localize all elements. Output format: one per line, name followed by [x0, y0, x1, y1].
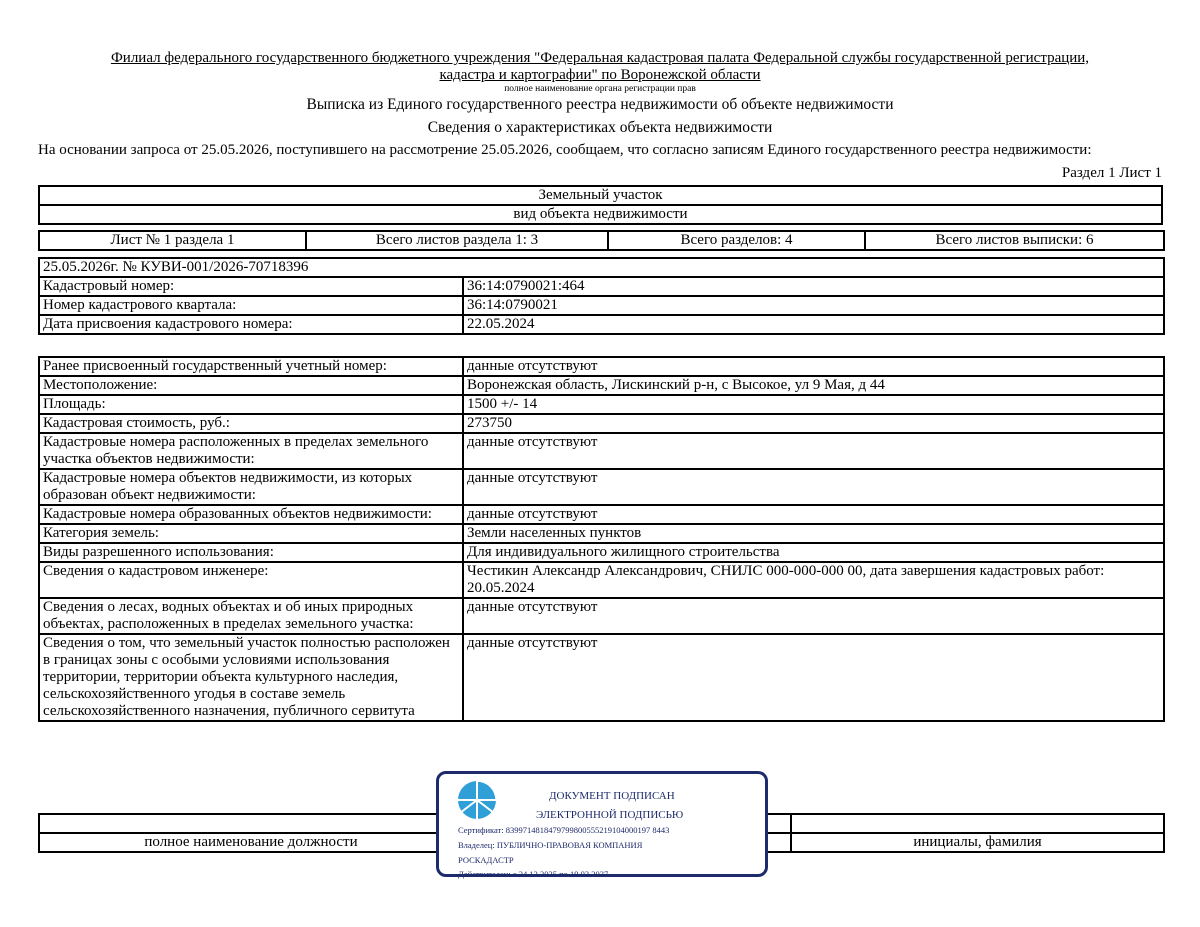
detail-value: 273750 — [463, 414, 1164, 433]
detail-label: Сведения о лесах, водных объектах и об иных природных объектах, расположенных в пределах земельного участка: — [39, 598, 463, 634]
reg-label: Кадастровый номер: — [39, 277, 463, 296]
object-type: Земельный участок — [39, 186, 1162, 205]
detail-label: Кадастровая стоимость, руб.: — [39, 414, 463, 433]
signature-position-cell — [39, 814, 463, 833]
stamp-owner-name: РОСКАДАСТР — [458, 855, 514, 865]
total-sections: Всего разделов: 4 — [608, 231, 865, 250]
doc-title: Выписка из Единого государственного реестра недвижимости об объекте недвижимости — [306, 96, 894, 113]
object-type-table — [38, 185, 1163, 225]
electronic-signature-stamp — [436, 771, 768, 877]
detail-label: Кадастровые номера расположенных в пределах земельного участка объектов недвижимости: — [39, 433, 463, 469]
detail-value: данные отсутствуют — [463, 505, 1164, 524]
position-caption: полное наименование должности — [39, 833, 463, 852]
stamp-line1: ДОКУМЕНТ ПОДПИСАН — [549, 790, 675, 802]
detail-value: Для индивидуального жилищного строительства — [463, 543, 1164, 562]
detail-label: Ранее присвоенный государственный учетный номер: — [39, 357, 463, 376]
detail-label: Кадастровые номера образованных объектов недвижимости: — [39, 505, 463, 524]
extract-number: 25.05.2026г. № КУВИ-001/2026-70718396 — [39, 258, 1164, 277]
detail-label: Сведения о том, что земельный участок полностью расположен в границах зоны с особыми условиями использования территории, территории объекта культурного наследия, сельскохозяйственного угодья в составе земель сельскохозяйственного назначения, публичного сервитута — [39, 634, 463, 721]
object-type-caption: вид объекта недвижимости — [39, 205, 1162, 224]
cadastral-quarter: 36:14:0790021 — [463, 296, 1164, 315]
cadastral-number: 36:14:0790021:464 — [463, 277, 1164, 296]
stamp-owner: Владелец: ПУБЛИЧНО-ПРАВОВАЯ КОМПАНИЯ — [458, 840, 643, 850]
name-caption: инициалы, фамилия — [791, 833, 1164, 852]
intro-paragraph: На основании запроса от 25.05.2026, поступившего на рассмотрение 25.05.2026, сообщаем, что согласно записям Единого государственного реестра недвижимости: — [38, 142, 1092, 158]
detail-value: данные отсутствуют — [463, 634, 1164, 721]
stamp-validity: Действителен: с 24.12.2025 по 19.03.2027 — [458, 869, 609, 879]
detail-value: данные отсутствуют — [463, 433, 1164, 469]
sheets-table — [38, 230, 1165, 251]
org-caption: полное наименование органа регистрации прав — [504, 84, 696, 94]
registration-table — [38, 257, 1165, 335]
section-label: Раздел 1 Лист 1 — [1061, 165, 1162, 181]
detail-label: Категория земель: — [39, 524, 463, 543]
detail-value: 1500 +/- 14 — [463, 395, 1164, 414]
detail-value: данные отсутствуют — [463, 598, 1164, 634]
cadastral-date: 22.05.2024 — [463, 315, 1164, 334]
reg-label: Дата присвоения кадастрового номера: — [39, 315, 463, 334]
detail-label: Местоположение: — [39, 376, 463, 395]
detail-value: Воронежская область, Лискинский р-н, с Высокое, ул 9 Мая, д 44 — [463, 376, 1164, 395]
detail-value: данные отсутствуют — [463, 357, 1164, 376]
detail-value: Земли населенных пунктов — [463, 524, 1164, 543]
detail-label: Площадь: — [39, 395, 463, 414]
detail-label: Виды разрешенного использования: — [39, 543, 463, 562]
sheet-number: Лист № 1 раздела 1 — [39, 231, 306, 250]
stamp-line2: ЭЛЕКТРОННОЙ ПОДПИСЬЮ — [536, 809, 684, 821]
reg-label: Номер кадастрового квартала: — [39, 296, 463, 315]
org-name-line2: кадастра и картографии" по Воронежской области — [439, 67, 761, 83]
stamp-certificate: Сертификат: 8399714818479799800555219104000197 8443 — [458, 825, 670, 835]
signature-name-cell — [791, 814, 1164, 833]
doc-subtitle: Сведения о характеристиках объекта недвижимости — [427, 119, 773, 136]
details-table — [38, 356, 1165, 722]
detail-value: Честикин Александр Александрович, СНИЛС 000-000-000 00, дата завершения кадастровых работ: 20.05.2024 — [463, 562, 1164, 598]
detail-label: Сведения о кадастровом инженере: — [39, 562, 463, 598]
sheets-in-section: Всего листов раздела 1: 3 — [306, 231, 608, 250]
detail-value: данные отсутствуют — [463, 469, 1164, 505]
total-extract-sheets: Всего листов выписки: 6 — [865, 231, 1164, 250]
detail-label: Кадастровые номера объектов недвижимости, из которых образован объект недвижимости: — [39, 469, 463, 505]
roskadastr-logo-icon — [457, 780, 497, 820]
org-name-line1: Филиал федерального государственного бюджетного учреждения "Федеральная кадастровая палата Федеральной службы государственной регистрации, — [110, 50, 1090, 66]
